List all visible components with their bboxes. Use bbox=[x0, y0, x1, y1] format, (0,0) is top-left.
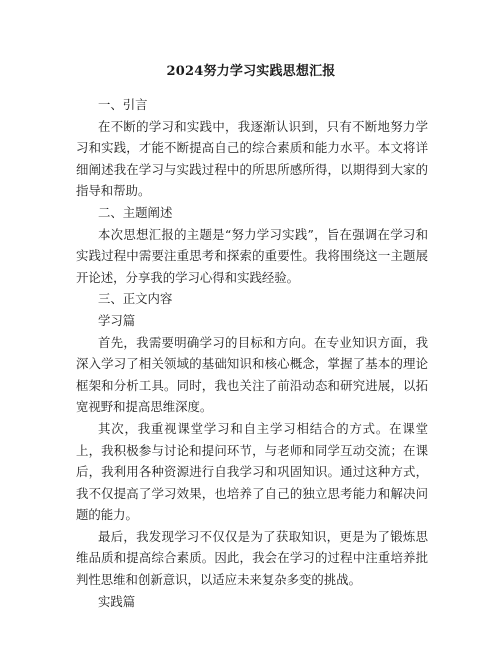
section-heading-theme: 二、主题阐述 bbox=[98, 204, 173, 220]
paragraph: 本次思想汇报的主题是“努力学习实践”，旨在强调在学习和实践过程中需要注重思考和探索的重要性。我将围绕这一主题展开论述，分享我的学习心得和实践经验。 bbox=[76, 226, 428, 285]
paragraph: 首先，我需要明确学习的目标和方向。在专业知识方面，我深入学习了相关领域的基础知识和核心概念，掌握了基本的理论框架和分析工具。同时，我也关注了前沿动态和研究进展，以拓宽视野和提高思维深度。 bbox=[76, 334, 428, 415]
paragraph: 其次，我重视课堂学习和自主学习相结合的方式。在课堂上，我积极参与讨论和提问环节，与老师和同学互动交流；在课后，我利用各种资源进行自我学习和巩固知识。通过这种方式，我不仅提高了学习效果，也培养了自己的独立思考能力和解决问题的能力。 bbox=[76, 420, 428, 523]
paragraph: 最后，我发现学习不仅仅是为了获取知识，更是为了锻炼思维品质和提高综合素质。因此，我会在学习的过程中注重培养批判性思维和创新意识，以适应未来复杂多变的挑战。 bbox=[76, 528, 428, 588]
subheading-practice: 实践篇 bbox=[98, 593, 136, 609]
document-title: 2024努力学习实践思想汇报 bbox=[166, 64, 336, 79]
paragraph: 在不断的学习和实践中，我逐渐认识到，只有不断地努力学习和实践，才能不断提高自己的综合素质和能力水平。本文将详细阐述我在学习与实践过程中的所思所感所得，以期得到大家的指导和帮助。 bbox=[76, 118, 428, 199]
section-heading-intro: 一、引言 bbox=[98, 97, 148, 112]
document-body bbox=[76, 94, 428, 612]
section-heading-main: 三、正文内容 bbox=[98, 291, 173, 307]
subheading-study: 学习篇 bbox=[98, 312, 136, 328]
